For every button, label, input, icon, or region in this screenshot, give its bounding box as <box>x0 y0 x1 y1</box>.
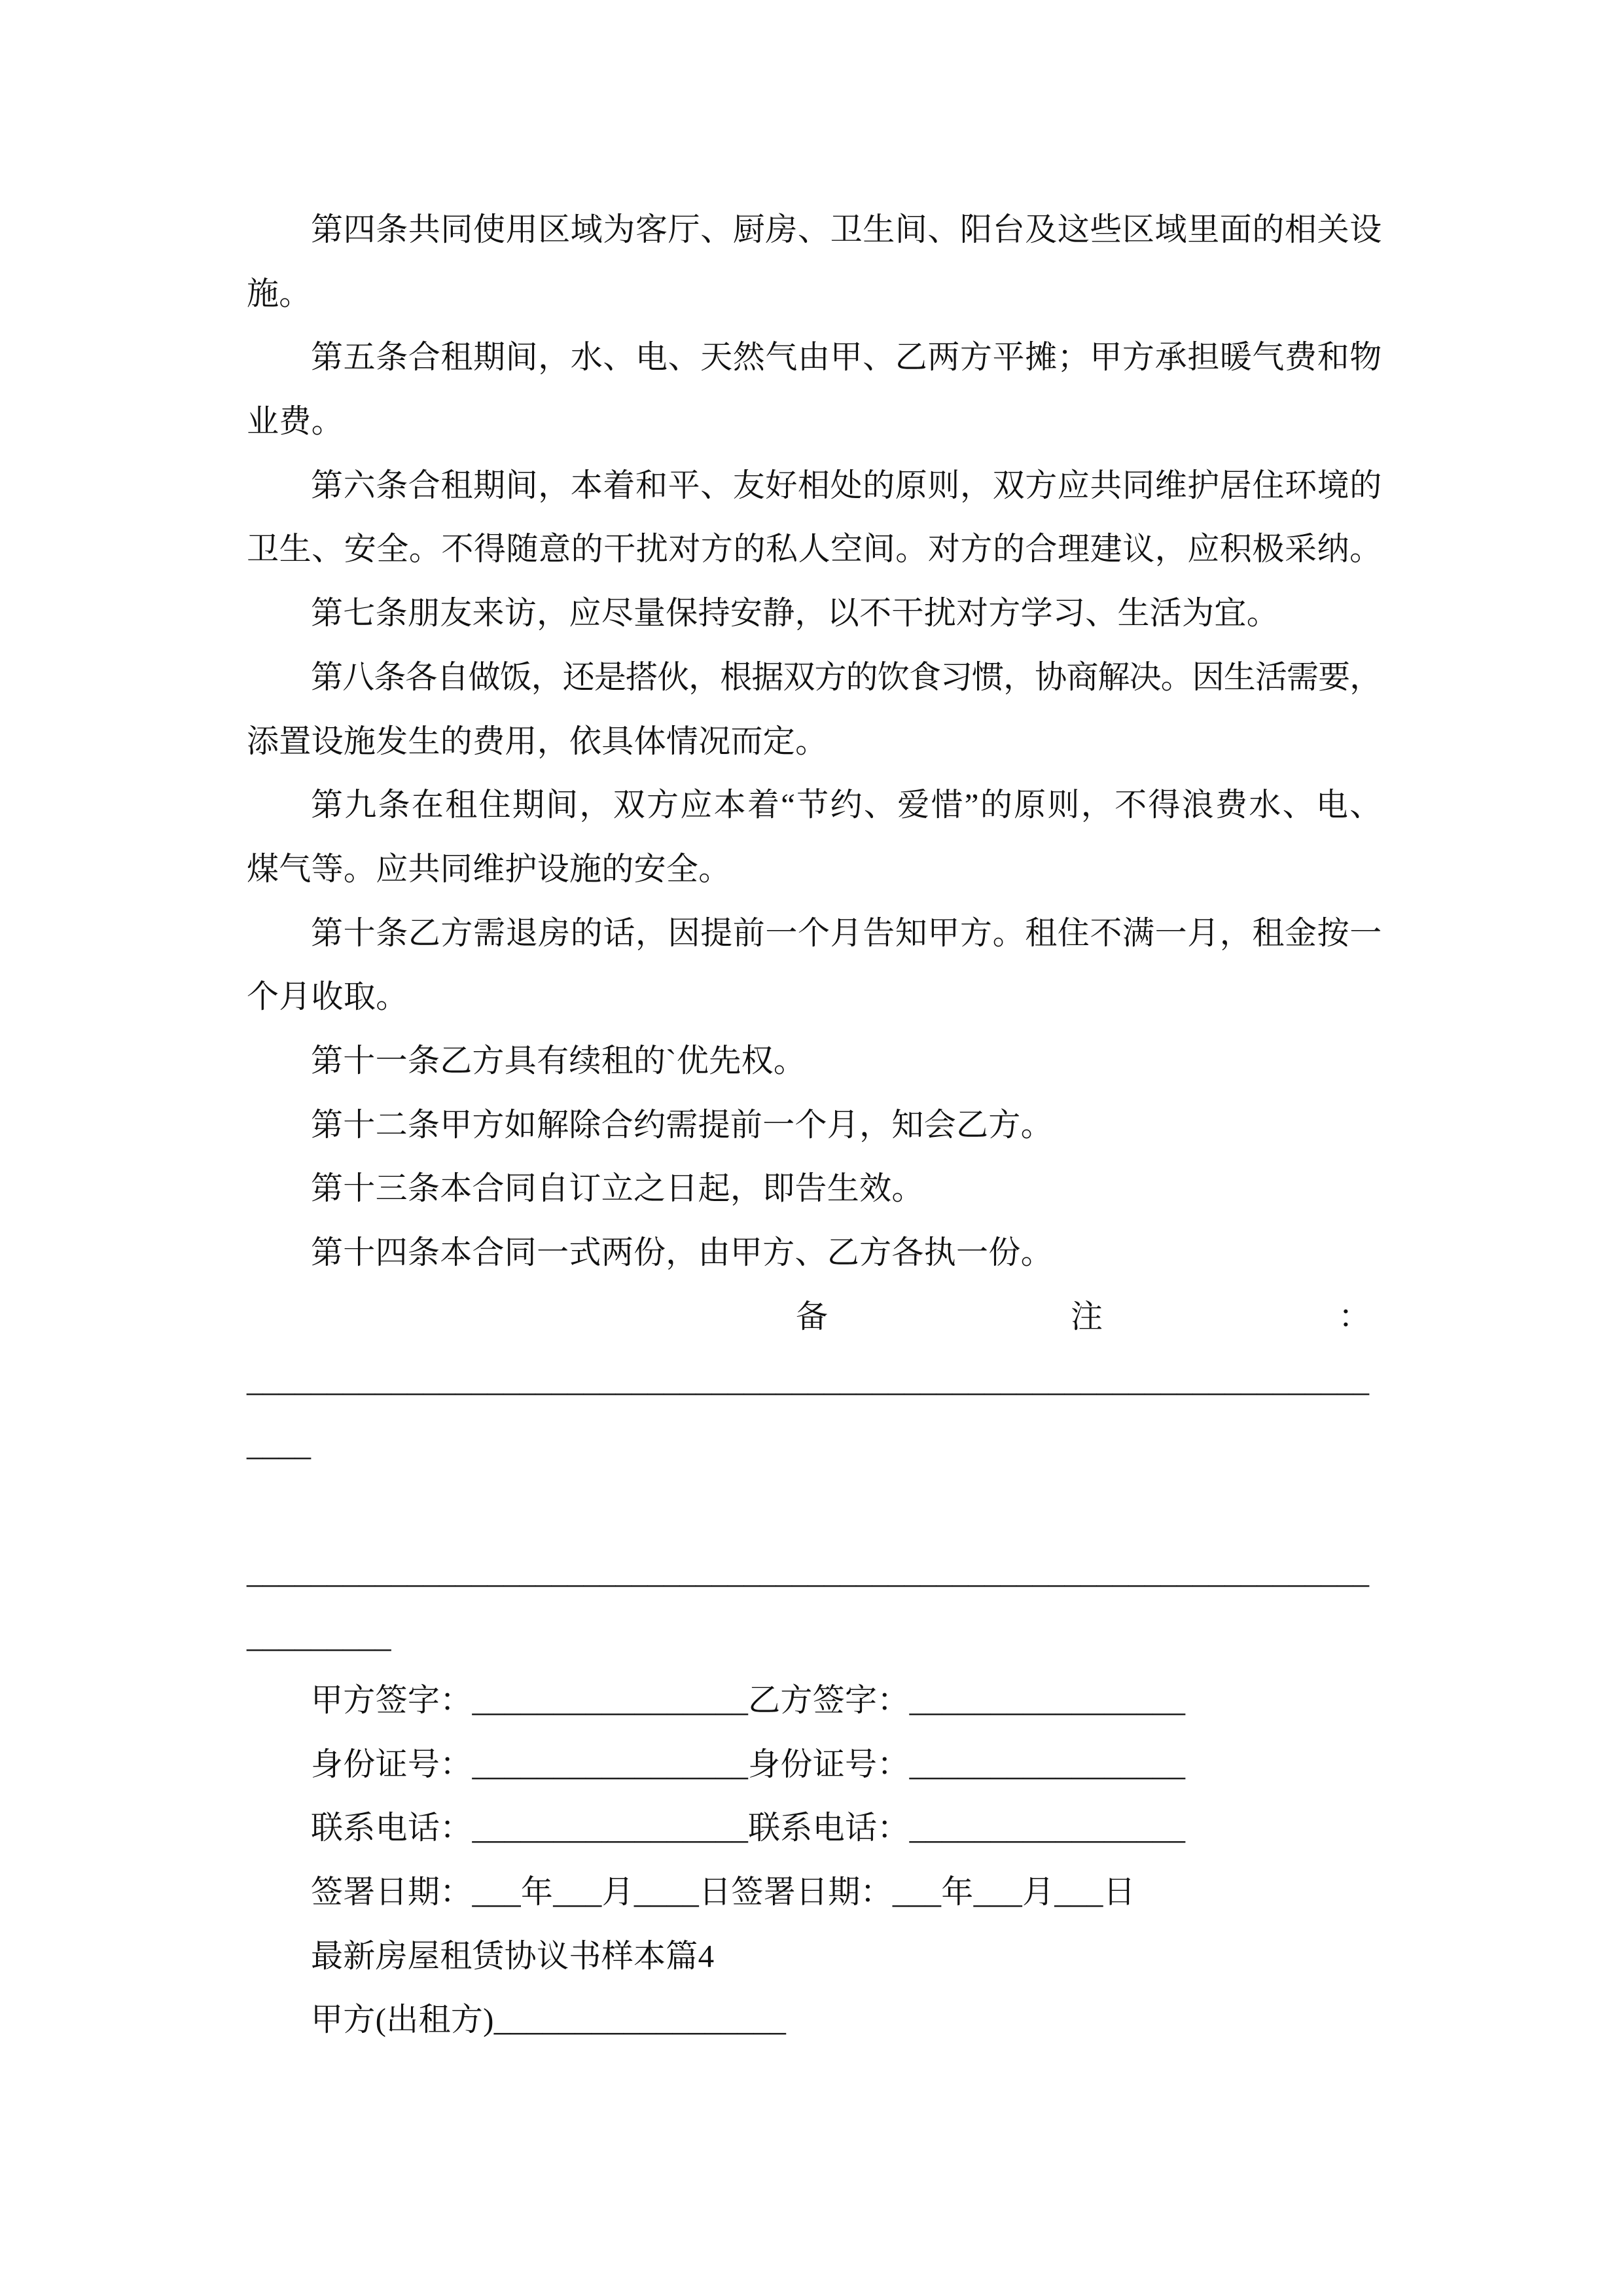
signing-date-row <box>247 1860 1381 1924</box>
lessor-label: 甲方(出租方) <box>311 2001 494 2038</box>
id-number-row <box>247 1732 1381 1797</box>
party-a-phone-blank: _________________ <box>472 1810 749 1846</box>
article-8-line-1: 第八条各自做饭，还是搭伙，根据双方的饮食习惯，协商解决。因生活需要， <box>311 658 1381 695</box>
remarks-heading <box>247 1285 1381 1349</box>
party-b-phone-label: 联系电话： <box>748 1810 910 1846</box>
article-12: 第十二条甲方如解除合约需提前一个月，知会乙方。 <box>311 1106 1053 1143</box>
remarks-spacer <box>247 1477 1381 1541</box>
article-8-line-2: 添置设施发生的费用，依具体情况而定。 <box>247 723 828 759</box>
article-6-line-2: 卫生、安全。不得随意的干扰对方的私人空间。对方的合理建议，应积极采纳。 <box>247 531 1381 567</box>
party-b-signing-date: 签署日期：___年___月___日 <box>731 1873 1136 1910</box>
party-a-phone-label: 联系电话： <box>311 1810 473 1846</box>
party-a-id-label: 身份证号： <box>311 1746 473 1782</box>
article-9-line-1: 第九条在租住期间，双方应本着“节约、爱惜”的原则，不得浪费水、电、 <box>311 787 1381 823</box>
party-a-signature-blank: _________________ <box>472 1681 749 1718</box>
party-a-id-blank: _________________ <box>472 1746 749 1782</box>
remarks-blank-line-1: __________________________________________________________________________ <box>247 1362 1369 1463</box>
party-b-id-label: 身份证号： <box>748 1746 910 1782</box>
next-section-title: 最新房屋租赁协议书样本篇4 <box>311 1937 715 1974</box>
party-b-signature-label: 乙方签字： <box>748 1681 910 1718</box>
article-4-line-1: 第四条共同使用区域为客厅、厨房、卫生间、阳台及这些区域里面的相关设 <box>311 211 1381 247</box>
lessor-blank: __________________ <box>493 2001 787 2038</box>
article-13: 第十三条本合同自订立之日起，即告生效。 <box>311 1170 924 1207</box>
party-a-signing-date: 签署日期：___年___月____日 <box>311 1873 732 1910</box>
article-5-line-1: 第五条合租期间，水、电、天然气由甲、乙两方平摊；甲方承担暖气费和物 <box>311 339 1381 376</box>
remarks-blank-line-2: _______________________________________________________________________________ <box>247 1554 1369 1655</box>
article-9-line-2: 煤气等。应共同维护设施的安全。 <box>247 850 731 887</box>
party-b-id-blank: _________________ <box>909 1746 1186 1782</box>
article-4-line-2: 施。 <box>247 275 312 312</box>
document-body <box>247 198 1381 2052</box>
article-6-line-1: 第六条合租期间，本着和平、友好相处的原则，双方应共同维护居住环境的 <box>311 467 1381 503</box>
article-10-line-1: 第十条乙方需退房的话，因提前一个月告知甲方。租住不满一月，租金按一 <box>311 914 1381 951</box>
phone-row <box>247 1796 1381 1860</box>
party-b-signature-blank: _________________ <box>909 1681 1186 1718</box>
remarks-char-2: 注 <box>1071 1298 1103 1335</box>
article-11: 第十一条乙方具有续租的`优先权。 <box>311 1042 806 1079</box>
remarks-char-1: 备 <box>796 1298 829 1335</box>
party-a-signature-label: 甲方签字： <box>311 1681 473 1718</box>
remarks-colon: ： <box>1338 1298 1371 1335</box>
party-b-phone-blank: _________________ <box>909 1810 1186 1846</box>
article-14: 第十四条本合同一式两份，由甲方、乙方各执一份。 <box>311 1234 1053 1270</box>
article-7-line-1: 第七条朋友来访，应尽量保持安静，以不干扰对方学习、生活为宜。 <box>311 595 1279 632</box>
article-10-line-2: 个月收取。 <box>247 978 408 1015</box>
signature-row <box>247 1668 1381 1732</box>
article-5-line-2: 业费。 <box>247 403 344 440</box>
lessor-row <box>247 1988 1381 2052</box>
